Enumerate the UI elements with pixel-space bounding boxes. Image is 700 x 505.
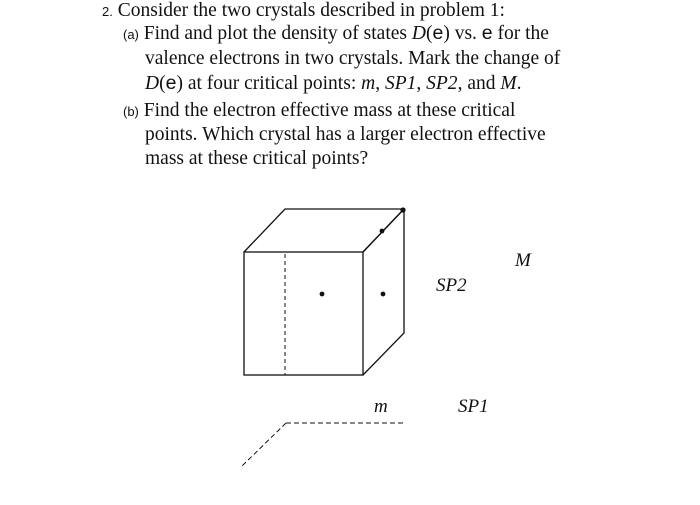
text-m: m bbox=[361, 73, 376, 94]
point-m bbox=[320, 292, 325, 297]
paren-close: ) bbox=[443, 23, 450, 44]
paren-open: ( bbox=[425, 23, 433, 44]
problem-number: 2. bbox=[102, 4, 113, 19]
part-a-label: (a) bbox=[123, 27, 139, 42]
symbol-D: D bbox=[411, 23, 426, 44]
label-M: M bbox=[515, 250, 531, 271]
part-b-text-1: Find the electron effective mass at these critical bbox=[143, 100, 516, 121]
text-sp1: SP1 bbox=[384, 73, 417, 94]
paren-close-line3: ) bbox=[176, 73, 183, 94]
point-M bbox=[400, 207, 405, 212]
symbol-e-line3: e bbox=[165, 72, 177, 94]
text-and: , and bbox=[457, 73, 501, 94]
part-a-text-1: Find and plot the density of states bbox=[143, 23, 412, 44]
part-a-line-2: valence electrons in two crystals. Mark the change of bbox=[145, 48, 561, 69]
dashed-bottom-diagonal bbox=[242, 423, 286, 466]
part-b-line-2: points. Which crystal has a larger electron effective bbox=[145, 124, 546, 145]
text-for-the: for the bbox=[492, 23, 549, 44]
cube-front-face bbox=[244, 252, 363, 375]
label-SP2: SP2 bbox=[436, 275, 467, 296]
part-b-line-3: mass at these critical points? bbox=[145, 148, 369, 169]
label-SP1: SP1 bbox=[458, 396, 489, 417]
cube-edges bbox=[244, 209, 404, 375]
label-m: m bbox=[374, 396, 388, 417]
part-b-label: (b) bbox=[123, 104, 139, 119]
point-sp1 bbox=[380, 229, 385, 234]
symbol-e-2: e bbox=[481, 22, 493, 44]
problem-intro: Consider the two crystals described in problem 1: bbox=[117, 0, 505, 21]
text-critical-points: at four critical points: bbox=[182, 73, 362, 94]
point-sp2 bbox=[381, 292, 386, 297]
symbol-e: e bbox=[432, 22, 444, 44]
sep-1: , bbox=[375, 73, 385, 94]
text-vs: vs. bbox=[449, 23, 482, 44]
text-M: M bbox=[500, 73, 517, 94]
symbol-D-line3: D bbox=[145, 73, 160, 94]
period: . bbox=[516, 73, 522, 94]
paren-open-line3: ( bbox=[159, 73, 166, 94]
sep-2: , bbox=[416, 73, 427, 94]
text-sp2: SP2 bbox=[426, 73, 458, 94]
